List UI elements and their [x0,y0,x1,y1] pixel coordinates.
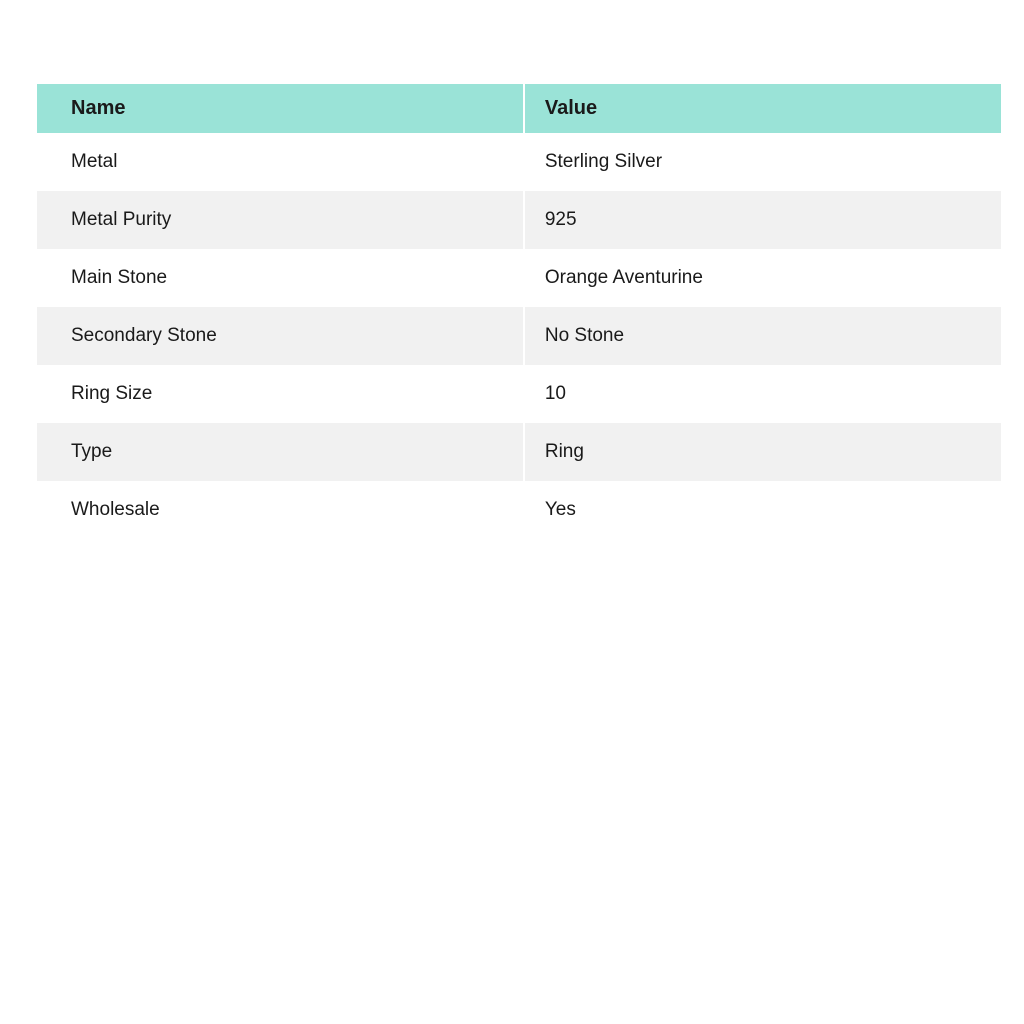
attribute-name-cell: Metal [71,151,118,172]
table-header-row [37,84,1001,133]
attribute-value-cell: Sterling Silver [523,133,1001,191]
attribute-value-cell: Orange Aventurine [523,249,1001,307]
attribute-name-cell: Wholesale [71,499,160,520]
table-row [37,365,1001,423]
table-row [37,481,1001,539]
attribute-value-cell: Yes [523,481,1001,539]
attribute-name-cell: Metal Purity [71,209,172,230]
table-row [37,307,1001,365]
table-row [37,133,1001,191]
table-row [37,249,1001,307]
product-spec-table [37,84,1001,539]
attribute-value-cell: No Stone [523,307,1001,365]
name-column-header: Name [71,97,126,119]
table-row [37,191,1001,249]
attribute-value-cell: Ring [523,423,1001,481]
table-row [37,423,1001,481]
attribute-name-cell: Type [71,441,113,462]
attribute-name-cell: Ring Size [71,383,153,404]
attribute-name-cell: Main Stone [71,267,168,288]
attribute-value-cell: 925 [523,191,1001,249]
attribute-value-cell: 10 [523,365,1001,423]
value-column-header: Value [523,84,1001,133]
attribute-name-cell: Secondary Stone [71,325,217,346]
